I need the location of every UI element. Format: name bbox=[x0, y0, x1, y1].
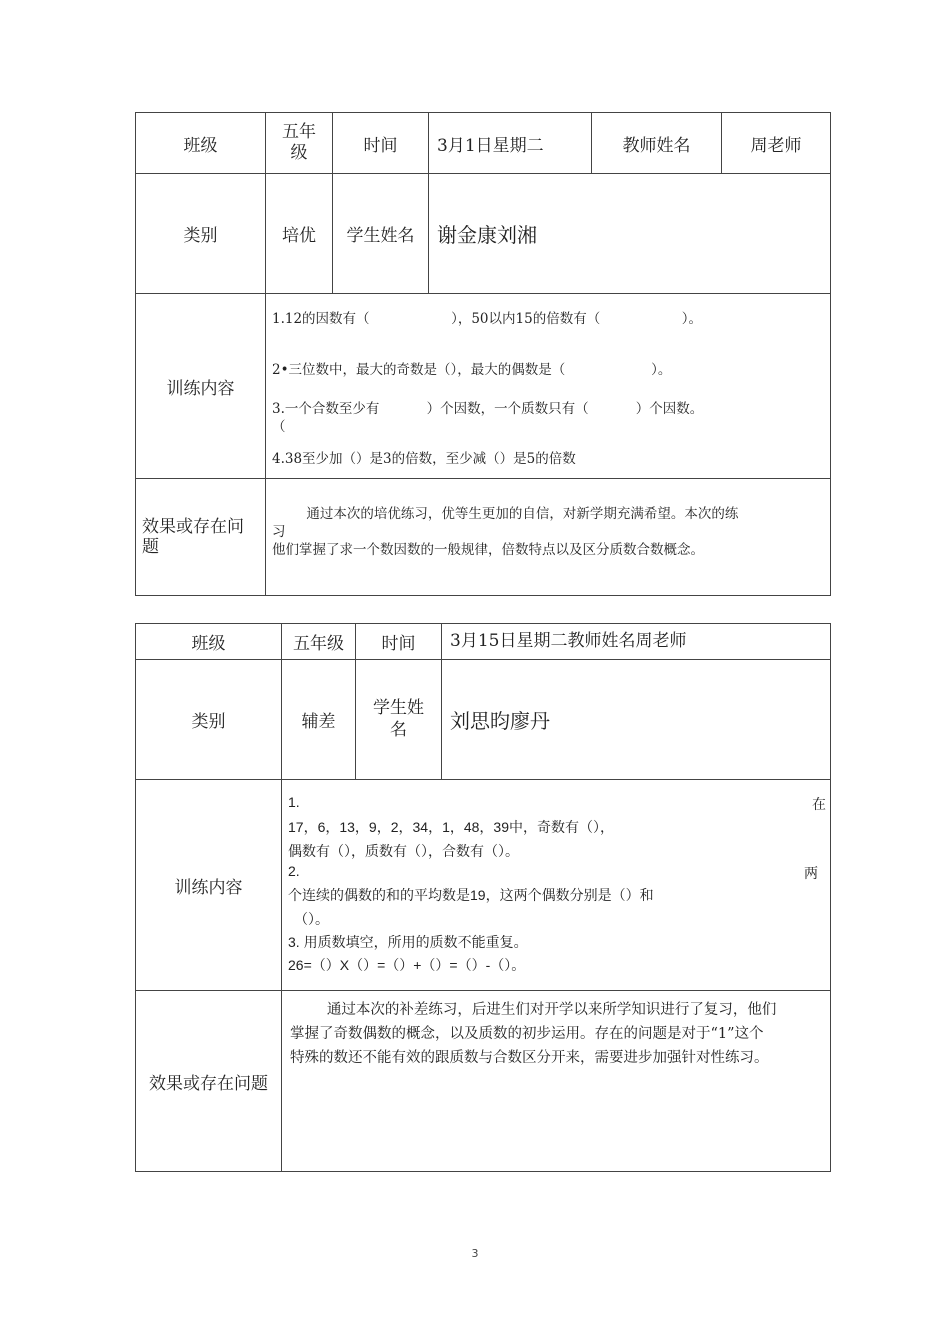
effect-content bbox=[266, 479, 830, 595]
record-table-1 bbox=[135, 112, 831, 596]
time-teacher-value: 3月15日星期二教师姓名周老师 bbox=[442, 624, 830, 660]
teacher-value: 周老师 bbox=[722, 113, 830, 174]
question-2: 2•三位数中，最大的奇数是（），最大的偶数是（ ）。 bbox=[272, 362, 672, 378]
effect-line-3: 特殊的数还不能有效的跟质数与合数区分开来，需要进步加强针对性练习。 bbox=[290, 1050, 769, 1066]
effect-line-2: 掌握了奇数偶数的概念，以及质数的初步运用。存在的问题是对于“1”这个 bbox=[290, 1026, 764, 1042]
class-label: 班级 bbox=[136, 624, 282, 660]
q1-number: 1. bbox=[288, 794, 300, 810]
q1-numbers-line: 17，6，13，9，2，34，1，48，39中，奇数有（）， bbox=[288, 819, 615, 835]
effect-line-3: 他们掌握了求一个数因数的一般规律，倍数特点以及区分质数合数概念。 bbox=[272, 542, 704, 558]
effect-line-1: 通过本次的培优练习，优等生更加的自信，对新学期充满希望。本次的练 bbox=[272, 506, 739, 522]
effect-content bbox=[282, 991, 830, 1171]
page-number: 3 bbox=[471, 1247, 479, 1260]
category-label: 类别 bbox=[136, 174, 266, 294]
student-label: 学生姓名 bbox=[333, 174, 429, 294]
training-label: 训练内容 bbox=[136, 294, 266, 479]
q3-text-line: 3. 用质数填空，所用的质数不能重复。 bbox=[288, 934, 528, 950]
student-label: 学生姓名 bbox=[356, 660, 442, 780]
effect-line-1: 通过本次的补差练习，后进生们对开学以来所学知识进行了复习，他们 bbox=[290, 1002, 777, 1018]
effect-label: 效果或存在问题 bbox=[136, 479, 266, 595]
training-content bbox=[266, 294, 830, 479]
student-value: 谢金康刘湘 bbox=[429, 174, 830, 294]
class-value: 五年级 bbox=[266, 113, 333, 174]
time-value: 3月1日星期二 bbox=[429, 113, 592, 174]
teacher-label: 教师姓名 bbox=[592, 113, 722, 174]
time-label: 时间 bbox=[333, 113, 429, 174]
question-4: 4.38至少加（）是3的倍数，至少减（）是5的倍数 bbox=[272, 451, 576, 467]
time-label: 时间 bbox=[356, 624, 442, 660]
training-content bbox=[282, 780, 830, 991]
effect-label: 效果或存在问题 bbox=[136, 991, 282, 1171]
q1-answer-line: 偶数有（），质数有（），合数有（）。 bbox=[288, 843, 519, 859]
training-label: 训练内容 bbox=[136, 780, 282, 991]
q2-number: 2. bbox=[288, 863, 300, 879]
q2-text-line: 个连续的偶数的和的平均数是19，这两个偶数分别是（）和 bbox=[288, 887, 654, 903]
class-value: 五年级 bbox=[282, 624, 356, 660]
question-1: 1.12的因数有（ ），50以内15的倍数有（ ）。 bbox=[272, 311, 702, 327]
category-label: 类别 bbox=[136, 660, 282, 780]
q1-right-char: 在 bbox=[812, 796, 826, 812]
q2-answer-line: （）。 bbox=[294, 911, 329, 927]
record-table-2 bbox=[135, 623, 831, 1172]
category-value: 培优 bbox=[266, 174, 333, 294]
question-3: 3.一个合数至少有 ）个因数，一个质数只有（ ）个因数。 bbox=[272, 401, 704, 417]
q2-right-char: 两 bbox=[804, 865, 818, 881]
q3-equation-line: 26=（）X（）=（）+（）=（）-（）。 bbox=[288, 957, 526, 973]
question-3-overflow: （ bbox=[272, 419, 286, 435]
class-label: 班级 bbox=[136, 113, 266, 174]
student-value: 刘思昀廖丹 bbox=[442, 660, 830, 780]
category-value: 辅差 bbox=[282, 660, 356, 780]
effect-line-2: 习 bbox=[272, 524, 286, 540]
